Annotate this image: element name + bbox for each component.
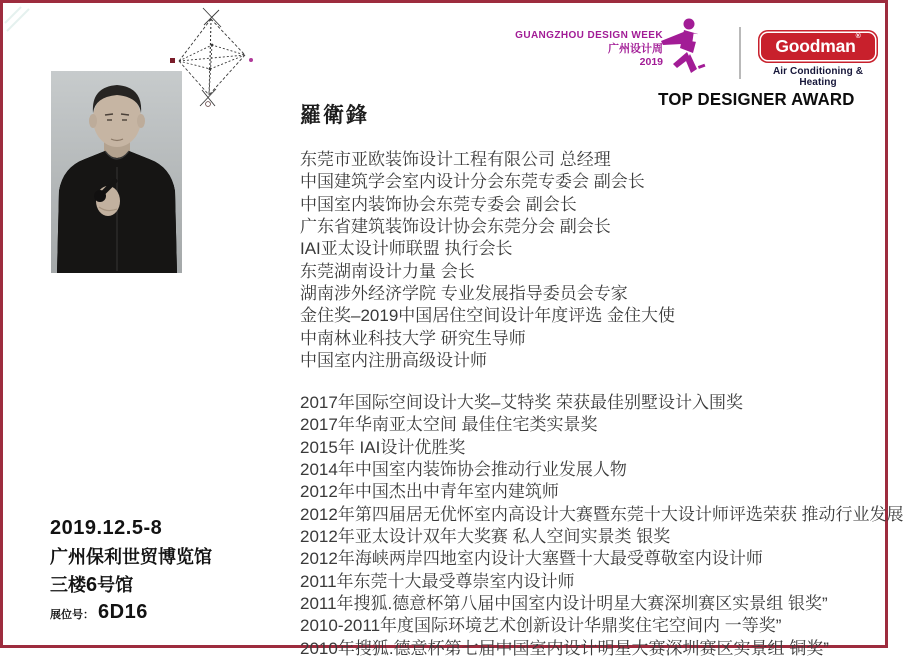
gdw-logo-year: 2019 [639,56,663,69]
award-line: 2015年 IAI设计优胜奖 [300,437,466,457]
award-line: 2012年亚太设计双年大奖赛 私人空间实景类 银奖 [300,527,671,547]
award-line: 2012年海峡两岸四地室内设计大塞暨十大最受尊敬室内设计师 [300,549,763,569]
hall-number: 6 [86,574,98,596]
title-line: 中国室内装饰协会东莞专委会 副会长 [300,194,577,214]
goodman-tagline: Air Conditioning & Heating [772,66,864,88]
title-line: 湖南涉外经济学院 专业发展指导委员会专家 [300,284,628,304]
title-line: 中南林业科技大学 研究生导师 [300,328,526,348]
awards-list [300,392,904,660]
designer-name: 羅衛鋒 [300,102,369,127]
designer-portrait-photo [51,71,182,273]
award-line: 2011年搜狐.德意杯第八届中国室内设计明星大赛深圳赛区实景组 银奖” [300,594,828,614]
event-venue: 广州保利世贸博览馆 [50,547,212,567]
gdw-logo [433,30,663,69]
gdw-runner-icon [660,17,708,79]
title-line: 金住奖–2019中国居住空间设计年度评选 金住大使 [300,306,675,326]
event-dates: 2019.12.5-8 [50,517,163,539]
goodman-logo [758,30,878,88]
award-line: 2017年国际空间设计大奖–艾特奖 荣获最佳别墅设计入围奖 [300,393,743,412]
award-title: TOP DESIGNER AWARD [658,89,855,109]
title-line: 东莞市亚欧装饰设计工程有限公司 总经理 [300,150,611,169]
booth-label: 展位号： [50,609,94,621]
registered-mark: ® [855,33,861,40]
event-info [50,514,212,625]
award-line: 2017年华南亚太空间 最佳住宅类实景奖 [300,415,598,435]
booth-row [50,599,212,625]
gdw-logo-line1: GUANGZHOU DESIGN WEEK [515,30,663,41]
award-line: 2010-2011年度国际环境艺术创新设计华鼎奖住宅空间内 一等奖” [300,616,782,636]
title-line: IAI亚太设计师联盟 执行会长 [300,239,513,259]
award-line: 2011年东莞十大最受尊崇室内设计师 [300,571,575,591]
title-line: 广东省建筑装饰设计协会东莞分会 副会长 [300,217,611,237]
logo-divider [739,27,741,79]
award-line: 2012年第四届居无优怀室内高设计大赛暨东莞十大设计师评选荣获 推动行业发展 [300,504,904,524]
gdw-logo-line2: 广州设计周 [608,42,663,55]
corner-scan-artifact [3,3,39,39]
award-line: 2010年搜狐.德意杯第七届中国室内设计明星大赛深圳赛区实景组 铜奖” [300,638,829,658]
award-line: 2012年中国杰出中青年室内建筑师 [300,482,559,502]
geometric-sketch-icon [169,5,257,109]
award-line: 2014年中国室内装饰协会推动行业发展人物 [300,460,627,480]
title-line: 中国室内注册高级设计师 [300,351,487,371]
titles-list [300,149,675,372]
goodman-wordmark: Goodman® [758,30,878,63]
title-line: 中国建筑学会室内设计分会东莞专委会 副会长 [300,172,645,192]
booth-number: 6D16 [98,601,148,623]
title-line: 东莞湖南设计力量 会长 [300,261,475,281]
event-hall: 三楼6号馆 [50,574,134,596]
